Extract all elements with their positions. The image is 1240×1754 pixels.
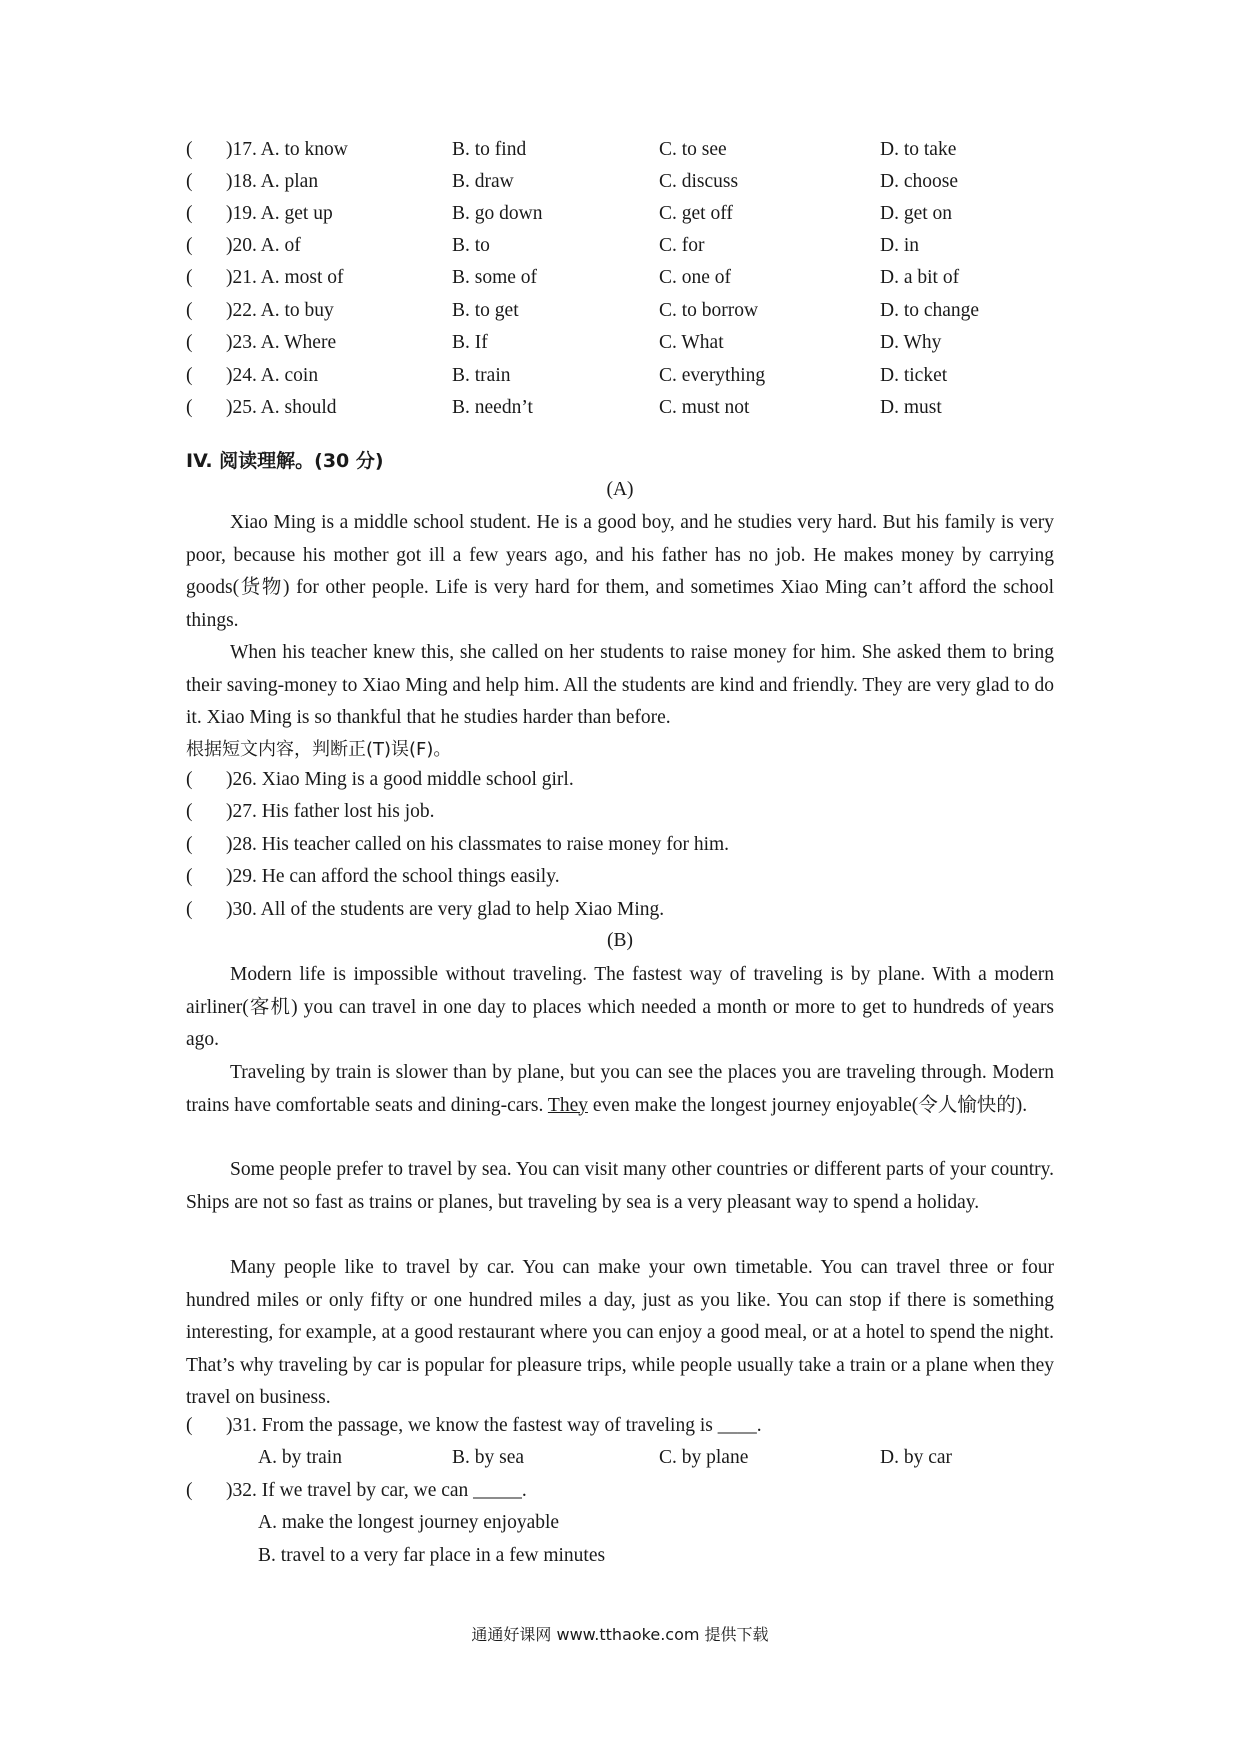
answer-paren: ( (186, 801, 193, 822)
page-footer: 通通好课网 www.tthaoke.com 提供下载 (471, 1625, 769, 1644)
option-b: B. If (452, 332, 488, 353)
q31-option-a: A. by train (258, 1447, 342, 1468)
answer-paren: ( (186, 1415, 193, 1436)
option-c: C. for (659, 235, 705, 256)
answer-paren: ( (186, 769, 193, 790)
answer-paren: ( (186, 267, 193, 288)
question-option-a: )17. A. to know (226, 139, 348, 160)
question-option-a: )21. A. most of (226, 267, 344, 288)
passage-a-label: (A) (606, 479, 634, 500)
passage-b-label: (B) (607, 930, 633, 951)
paragraph-text: even make the longest journey enjoyable(令人愉快的). (587, 1094, 1028, 1116)
option-c: C. to borrow (659, 300, 759, 321)
mcq-row-25 (186, 394, 1086, 422)
statement-text: )29. He can afford the school things easily. (226, 866, 560, 887)
passage-a-paragraph-2: When his teacher knew this, she called on her students to raise money for him. She asked them to bring their saving-money to Xiao Ming and help him. All the students are kind and friendly. They are very glad to do it. Xiao Ming is so thankful that he studies harder than before. (186, 642, 1054, 729)
option-d: D. to take (880, 139, 957, 160)
statement-text: )28. His teacher called on his classmates to raise money for him. (226, 834, 730, 855)
answer-paren: ( (186, 866, 193, 887)
passage-b-paragraph-2 (186, 1057, 1054, 1122)
question-option-a: )24. A. coin (226, 365, 319, 386)
mcq-row-20 (186, 232, 1086, 260)
statement-text: )26. Xiao Ming is a good middle school girl. (226, 769, 574, 790)
answer-paren: ( (186, 139, 193, 160)
question-option-a: )22. A. to buy (226, 300, 334, 321)
tf-instruction: 根据短文内容，判断正(T)误(F)。 (186, 739, 452, 760)
option-c: C. What (659, 332, 724, 353)
statement-text: )27. His father lost his job. (226, 801, 435, 822)
question-option-a: )20. A. of (226, 235, 301, 256)
answer-paren: ( (186, 899, 193, 920)
answer-paren: ( (186, 203, 193, 224)
answer-paren: ( (186, 1480, 193, 1501)
question-option-a: )18. A. plan (226, 171, 319, 192)
option-b: B. draw (452, 171, 514, 192)
answer-paren: ( (186, 332, 193, 353)
mcq-row-19 (186, 200, 1086, 228)
question-option-a: )23. A. Where (226, 332, 337, 353)
mcq-row-21 (186, 264, 1086, 292)
question-stem: )31. From the passage, we know the fastest way of traveling is ____. (226, 1415, 762, 1436)
q31-option-c: C. by plane (659, 1447, 749, 1468)
mcq-row-22 (186, 297, 1086, 325)
option-d: D. choose (880, 171, 958, 192)
option-c: C. everything (659, 365, 766, 386)
option-d: D. a bit of (880, 267, 960, 288)
option-c: C. get off (659, 203, 733, 224)
option-d: D. get on (880, 203, 953, 224)
answer-paren: ( (186, 365, 193, 386)
mcq-row-24 (186, 362, 1086, 390)
passage-a-paragraph-1: Xiao Ming is a middle school student. He is a good boy, and he studies very hard. But his family is very poor, because his mother got ill a few years ago, and his father has no job. He makes money by carrying goods(货物) for other people. Life is very hard for them, and sometimes Xiao Ming can’t afford the school things. (186, 512, 1054, 631)
answer-paren: ( (186, 834, 193, 855)
q31-option-b: B. by sea (452, 1447, 525, 1468)
mcq-row-17 (186, 136, 1086, 164)
answer-paren: ( (186, 171, 193, 192)
option-c: C. one of (659, 267, 732, 288)
option-d: D. must (880, 397, 942, 418)
option-b: B. to (452, 235, 490, 256)
paragraph-text: Traveling by train is slower than by plane, but you can see the places you are traveling through. Modern trains have comfortable seats and dining-cars. (186, 1062, 1054, 1116)
question-stem: )32. If we travel by car, we can _____. (226, 1480, 527, 1501)
section-title: IV. 阅读理解。(30 分) (186, 450, 384, 472)
question-option-a: )25. A. should (226, 397, 337, 418)
option-c: C. discuss (659, 171, 739, 192)
option-d: D. ticket (880, 365, 948, 386)
option-d: D. to change (880, 300, 980, 321)
underlined-word: They (547, 1094, 588, 1116)
answer-paren: ( (186, 235, 193, 256)
answer-paren: ( (186, 397, 193, 418)
option-b: B. to get (452, 300, 519, 321)
q32-option-b: B. travel to a very far place in a few minutes (258, 1545, 606, 1566)
passage-b-paragraph-1: Modern life is impossible without traveling. The fastest way of traveling is by plane. With a modern airliner(客机) you can travel in one day to places which needed a month or more to get to hundreds of years ago. (186, 964, 1054, 1051)
statement-text: )30. All of the students are very glad to help Xiao Ming. (226, 899, 665, 920)
option-c: C. must not (659, 397, 750, 418)
q32-option-a: A. make the longest journey enjoyable (258, 1512, 560, 1533)
passage-b-paragraph-4: Many people like to travel by car. You can make your own timetable. You can travel three or four hundred miles or only fifty or one hundred miles a day, just as you like. You can stop if there is something interesting, for example, at a good restaurant where you can enjoy a good meal, or at a hotel to spend the night. That’s why traveling by car is popular for pleasure trips, while people usually take a train or a plane when they travel on business. (186, 1257, 1054, 1409)
option-b: B. train (452, 365, 511, 386)
mcq-row-23 (186, 329, 1086, 357)
option-b: B. go down (452, 203, 543, 224)
passage-b-paragraph-3: Some people prefer to travel by sea. You can visit many other countries or different parts of your country. Ships are not so fast as trains or planes, but traveling by sea is a very pleasant way to spend a holiday. (186, 1159, 1054, 1213)
option-b: B. to find (452, 139, 527, 160)
question-option-a: )19. A. get up (226, 203, 333, 224)
option-b: B. some of (452, 267, 538, 288)
q31-option-d: D. by car (880, 1447, 953, 1468)
option-d: D. in (880, 235, 919, 256)
mcq-row-18 (186, 168, 1086, 196)
option-c: C. to see (659, 139, 727, 160)
option-d: D. Why (880, 332, 942, 353)
option-b: B. needn’t (452, 397, 533, 418)
answer-paren: ( (186, 300, 193, 321)
